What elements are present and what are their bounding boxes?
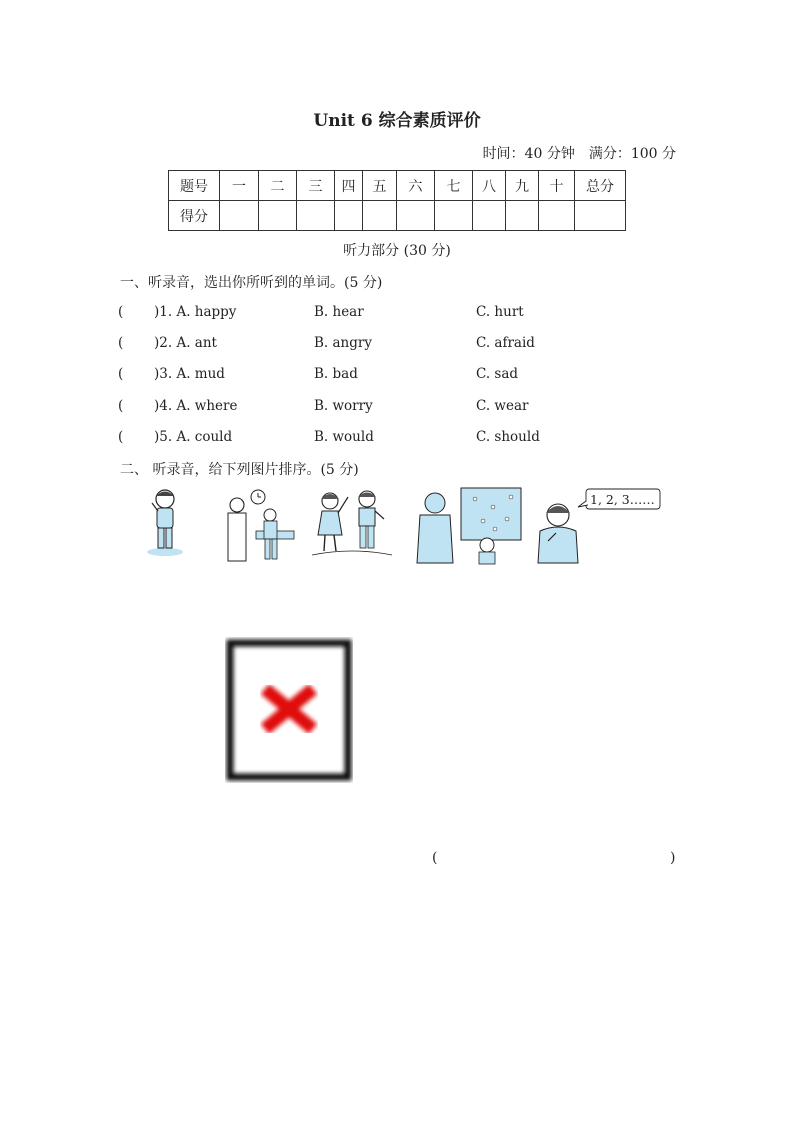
score-header-cell: 四 (335, 171, 363, 201)
score-header-cell: 八 (473, 171, 506, 201)
exam-meta (483, 143, 676, 163)
speech-bubble-text: 1, 2, 3…… (590, 492, 655, 507)
picture-woman-counting (538, 489, 660, 563)
picture-doctor (222, 490, 296, 563)
option-c: C. sad (476, 366, 519, 382)
score-header-cell: 三 (297, 171, 335, 201)
broken-image-icon (225, 637, 353, 783)
score-cell[interactable] (397, 201, 435, 231)
answer-blank[interactable]: ( (118, 335, 124, 351)
score-header-cell: 总分 (575, 171, 626, 201)
score-cell[interactable] (575, 201, 626, 231)
option-a: )3. A. mud (154, 366, 225, 382)
option-b: B. angry (314, 335, 372, 351)
answer-blank[interactable]: ( (118, 398, 124, 414)
option-b: B. hear (314, 304, 364, 320)
page-title: Unit 6 综合素质评价 (313, 111, 481, 131)
score-cell[interactable] (506, 201, 539, 231)
answer-open-paren: ( (432, 850, 438, 866)
time-limit: 时间：40 分钟 (482, 146, 575, 162)
option-a: )2. A. ant (154, 335, 217, 351)
score-table (168, 170, 626, 231)
option-c: C. should (476, 429, 540, 445)
score-header-cell: 二 (259, 171, 297, 201)
option-c: C. afraid (476, 335, 535, 351)
score-header-cell: 五 (363, 171, 397, 201)
answer-blank[interactable]: ( (118, 429, 124, 445)
picture-window-snow (417, 488, 521, 564)
answer-blank[interactable]: ( (118, 304, 124, 320)
picture-kids-waving (312, 491, 392, 555)
score-cell[interactable] (220, 201, 259, 231)
score-cell[interactable] (335, 201, 363, 231)
score-header-cell: 十 (539, 171, 575, 201)
option-a: )1. A. happy (154, 304, 237, 320)
full-score: 满分：100 分 (588, 146, 676, 162)
picture-strip (140, 485, 680, 567)
score-cell[interactable] (297, 201, 335, 231)
option-a: )5. A. could (154, 429, 233, 445)
option-b: B. bad (314, 366, 358, 382)
option-b: B. worry (314, 398, 373, 414)
score-header-cell: 六 (397, 171, 435, 201)
question-2-title: 二、 听录音，给下列图片排序。(5 分) (120, 462, 359, 478)
option-c: C. wear (476, 398, 529, 414)
score-header-cell: 一 (220, 171, 259, 201)
score-header-cell: 七 (435, 171, 473, 201)
option-a: )4. A. where (154, 398, 238, 414)
score-cell[interactable] (539, 201, 575, 231)
answer-blank[interactable]: ( (118, 366, 124, 382)
sequence-answer-blank[interactable] (440, 850, 668, 868)
section-heading: 听力部分 (30 分) (343, 243, 451, 259)
option-b: B. would (314, 429, 374, 445)
answer-close-paren: ) (670, 850, 676, 866)
picture-boy-face (147, 490, 183, 556)
question-1-title: 一、听录音，选出你所听到的单词。(5 分) (120, 275, 383, 291)
score-row-label: 得分 (169, 201, 220, 231)
score-cell[interactable] (473, 201, 506, 231)
score-table-score-row (169, 201, 626, 231)
score-cell[interactable] (435, 201, 473, 231)
option-c: C. hurt (476, 304, 524, 320)
score-header-cell: 题号 (169, 171, 220, 201)
score-table-header-row (169, 171, 626, 201)
score-cell[interactable] (363, 201, 397, 231)
score-cell[interactable] (259, 201, 297, 231)
score-header-cell: 九 (506, 171, 539, 201)
